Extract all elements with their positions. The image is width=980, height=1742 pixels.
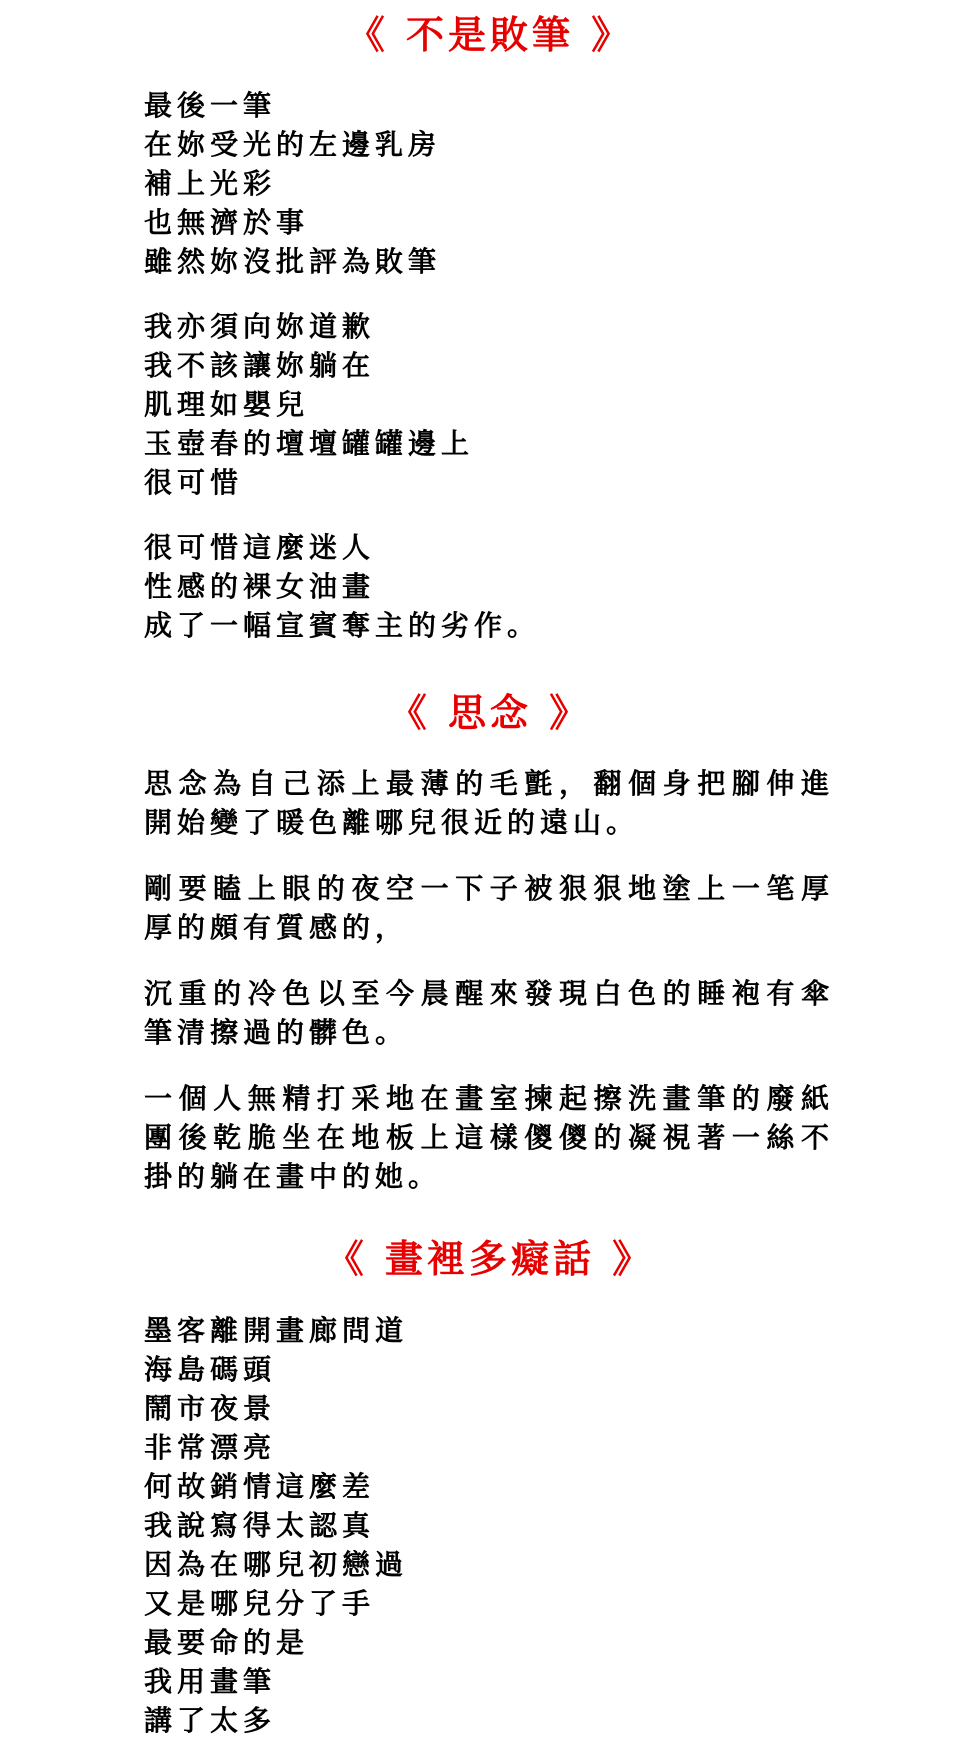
- poem-line: 我說寫得太認真: [144, 1509, 376, 1542]
- poem-line: 最後一筆: [144, 89, 277, 122]
- poem-line: 非常漂亮: [144, 1431, 277, 1464]
- poem-line: 我用畫筆: [144, 1665, 277, 1698]
- poem-title: 《 畫裡多癡話 》: [325, 1236, 655, 1281]
- poem-line: 墨客離開畫廊問道: [144, 1314, 409, 1347]
- poem-line: 鬧市夜景: [144, 1392, 277, 1425]
- poem-title: 《 不是敗筆 》: [346, 12, 634, 57]
- poem-line: 又是哪兒分了手: [144, 1587, 376, 1620]
- poem-line: 因為在哪兒初戀過: [144, 1548, 409, 1581]
- poem-line: 補上光彩: [144, 167, 277, 200]
- prose-paragraph: 一個人無精打采地在畫室揀起擦洗畫筆的廢紙團後乾脆坐在地板上這樣儍儍的凝視著一絲不掛的躺在畫中的她。: [144, 1082, 834, 1193]
- poem-line: 何故銷情這麼差: [144, 1470, 376, 1503]
- prose-paragraph: 剛要瞌上眼的夜空一下子被狠狠地塗上一笔厚厚的頗有質感的，: [144, 872, 834, 944]
- prose-paragraph: 沉重的冷色以至今晨醒來發現白色的睡袍有傘筆清擦過的髒色。: [144, 977, 834, 1049]
- poem-line: 也無濟於事: [144, 206, 310, 239]
- poem-line: 很可惜: [144, 466, 244, 499]
- stanza: [144, 307, 844, 502]
- poem-line: 很可惜這麼迷人: [144, 531, 376, 564]
- poem-line: 肌理如嬰兒: [144, 388, 310, 421]
- poem-line: 我不該讓妳躺在: [144, 349, 376, 382]
- poem-line: 海島碼頭: [144, 1353, 277, 1386]
- poem-line: 性感的裸女油畫: [144, 570, 376, 603]
- poem-line: 講了太多: [144, 1704, 277, 1737]
- poem-line: 成了一幅宣賓奪主的劣作。: [144, 609, 541, 642]
- poem-line: 我亦須向妳道歉: [144, 310, 376, 343]
- poem-line: 玉壺春的壇壇罐罐邊上: [144, 427, 475, 460]
- prose-paragraph: 思念為自己添上最薄的毛氈，翻個身把腳伸進開始變了暖色離哪兒很近的遠山。: [144, 767, 834, 839]
- poem-line: 最要命的是: [144, 1626, 310, 1659]
- stanza: [144, 528, 844, 645]
- poem-title: 《 思念 》: [388, 690, 592, 735]
- poem-line: 在妳受光的左邊乳房: [144, 128, 442, 161]
- stanza: [144, 1311, 844, 1740]
- stanza: [144, 86, 844, 281]
- poem-line: 雖然妳沒批評為敗筆: [144, 245, 442, 278]
